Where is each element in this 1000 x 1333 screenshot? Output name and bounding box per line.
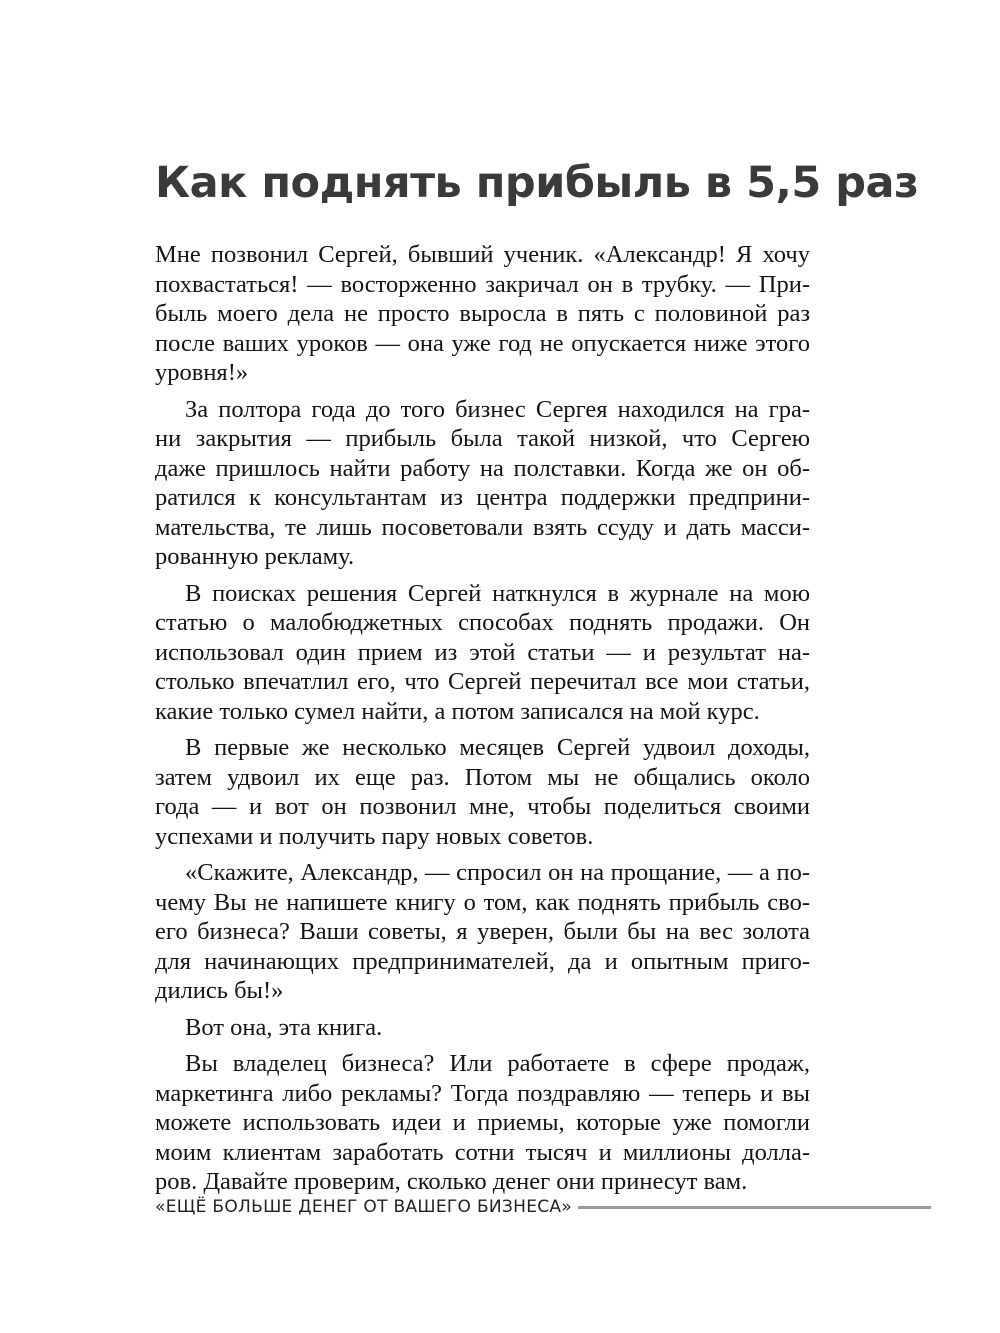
text-line: мательства, те лишь посоветовали взять ссуду и дать масси-	[155, 513, 810, 541]
paragraph	[155, 733, 810, 851]
text-line: можете использовать идеи и приемы, которые уже помогли	[155, 1109, 810, 1136]
text-line: какие только сумел найти, а потом записался на мой курс.	[155, 697, 760, 725]
paragraph	[155, 1049, 810, 1197]
text-line: Вы владелец бизнеса? Или работаете в сфере продаж,	[185, 1050, 810, 1077]
text-line: успехами и получить пару новых советов.	[155, 822, 594, 850]
paragraph	[155, 1013, 810, 1043]
text-line: даже пришлось найти работу на полставки. Когда же он об-	[155, 454, 810, 482]
text-line: Вот она, эта книга.	[185, 1013, 383, 1041]
page-title: Как поднять прибыль в 5,5 раз	[155, 158, 919, 208]
paragraph	[155, 395, 810, 572]
text-line: дились бы!»	[155, 977, 284, 1004]
text-line: использовал один прием из этой статьи — и результат на-	[155, 638, 810, 666]
text-line: года — и вот он позвонил мне, чтобы поделиться своими	[155, 793, 810, 820]
text-line: чему Вы не напишете книгу о том, как поднять прибыль сво-	[155, 888, 810, 916]
text-line: похвастаться! — восторженно закричал он в трубку. — При-	[155, 270, 810, 298]
text-line: ров. Давайте проверим, сколько денег они принесут вам.	[155, 1168, 748, 1195]
text-line: быль моего дела не просто выросла в пять с половиной раз	[155, 300, 810, 327]
text-line: маркетинга либо рекламы? Тогда поздравляю — теперь и вы	[155, 1079, 810, 1107]
text-line: для начинающих предпринимателей, да и опытным приго-	[155, 947, 810, 975]
text-line: ни закрытия — прибыль была такой низкой, что Сергею	[155, 425, 810, 452]
text-line: рованную рекламу.	[155, 543, 355, 570]
text-line: после ваших уроков — она уже год не опускается ниже этого	[155, 329, 810, 357]
text-line: В поисках решения Сергей наткнулся в журнале на мою	[185, 579, 810, 607]
text-line: столько впечатлил его, что Сергей перечитал все мои статьи,	[155, 668, 810, 695]
body-text	[155, 240, 810, 1197]
text-line: статью о малобюджетных способах поднять продажи. Он	[155, 609, 810, 636]
text-line: За полтора года до того бизнес Сергея находился на гра-	[185, 395, 810, 423]
text-line: В первые же несколько месяцев Сергей удвоил доходы,	[185, 734, 810, 761]
text-line: затем удвоил их еще раз. Потом мы не общались около	[155, 763, 810, 791]
footer-rule	[578, 1206, 931, 1209]
paragraph	[155, 858, 810, 1006]
text-line: «Скажите, Александр, — спросил он на прощание, — а по-	[185, 859, 810, 886]
paragraph	[155, 240, 810, 388]
text-line: моим клиентам заработать сотни тысяч и миллионы долла-	[155, 1138, 810, 1166]
text-line: уровня!»	[155, 359, 249, 386]
book-title: «ЕЩЁ БОЛЬШЕ ДЕНЕГ ОТ ВАШЕГО БИЗНЕСА»	[155, 1197, 573, 1217]
running-footer	[155, 1197, 931, 1217]
text-line: его бизнеса? Ваши советы, я уверен, были бы на вес золота	[155, 918, 810, 945]
paragraph	[155, 579, 810, 727]
text-line: Мне позвонил Сергей, бывший ученик. «Александр! Я хочу	[155, 241, 810, 268]
text-line: ратился к консультантам из центра поддержки предприни-	[155, 484, 810, 511]
